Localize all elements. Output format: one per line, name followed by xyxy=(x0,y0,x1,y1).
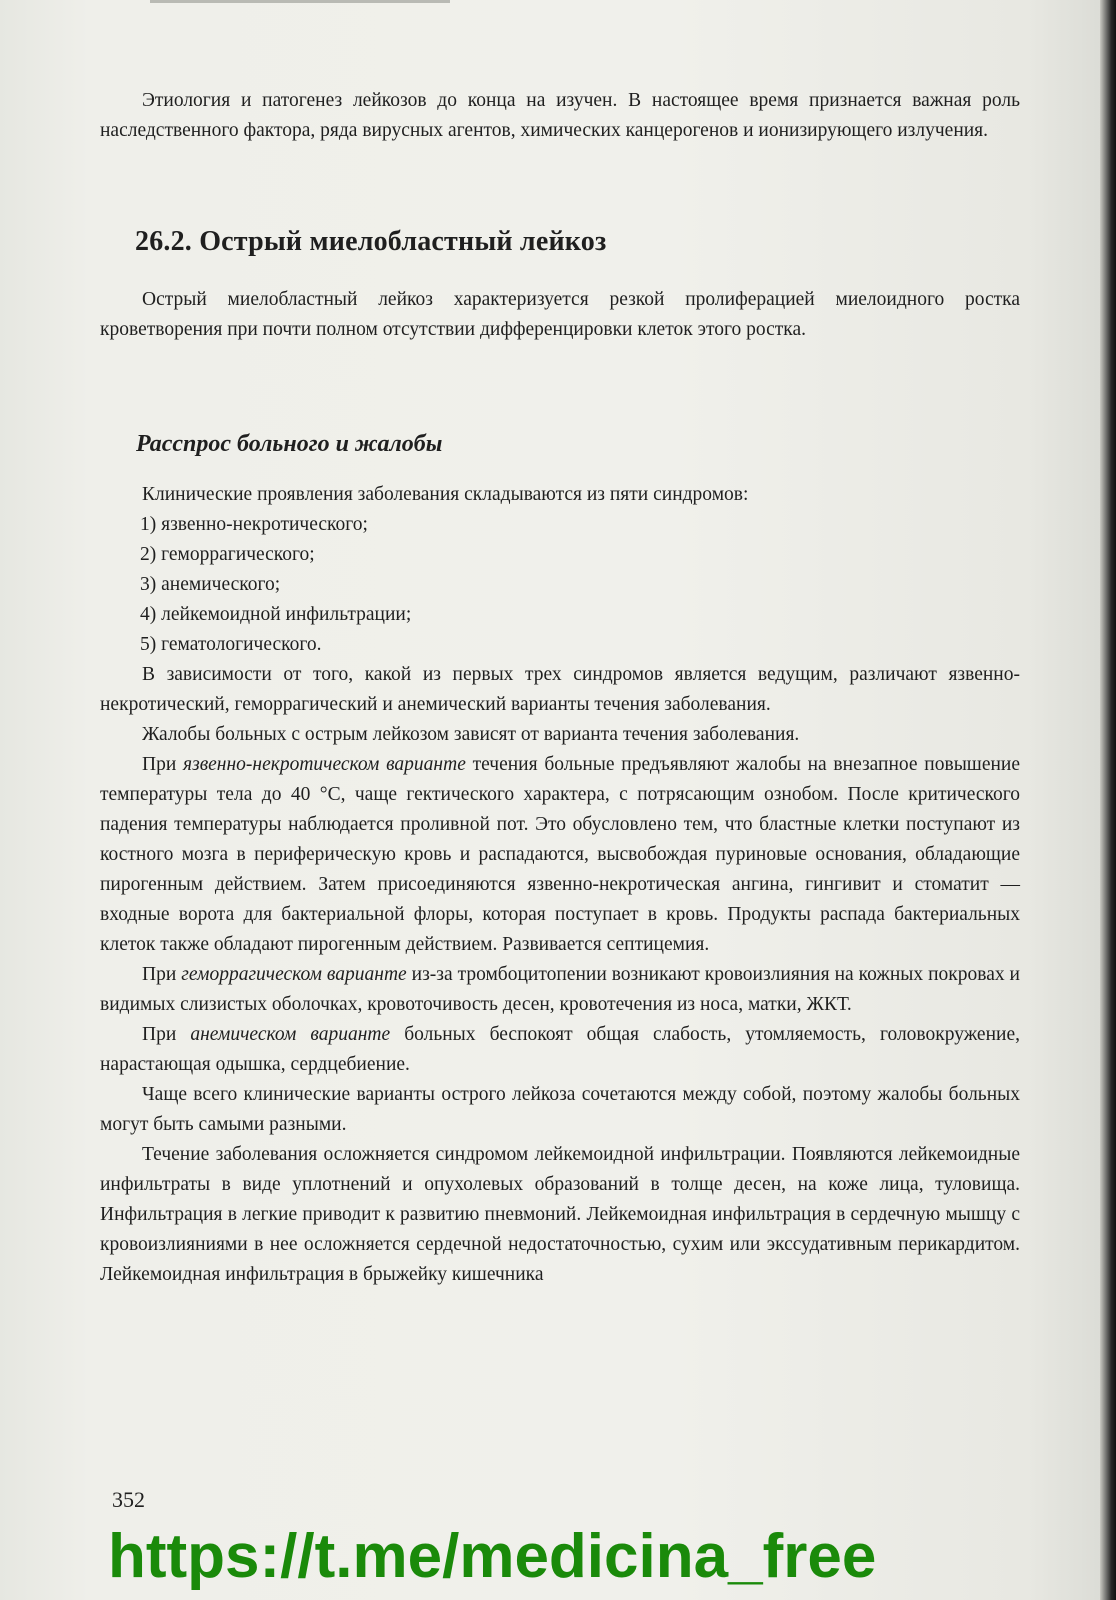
section-intro-paragraph: Острый миелобластный лейкоз характеризуется резкой пролиферацией миелоидного ростка кроветворения при почти полном отсутствии дифференцировки клеток этого ростка. xyxy=(100,289,1020,340)
necrotic-text: течения больные предъявляют жалобы на внезапное повышение температуры тела до 40 °С, чаще гектического характера, с потрясающим ознобом. После критического падения температуры наблюдается проливной пот. Это обусловлено тем, что бластные клетки поступают из костного мозга в периферическую кровь и распадаются, высвобождая пуриновые основания, обладающие пирогенным действием. Затем присоединяются язвенно-некротическая ангина, гингивит и стоматит — входные ворота для бактериальной флоры, которая поступает в кровь. Продукты распада бактериальных клеток также обладают пирогенным действием. Развивается септицемия. xyxy=(100,754,1020,955)
intro-block xyxy=(100,86,1020,146)
syndrome-item: 5) гематологического. xyxy=(140,634,322,655)
section-intro-block xyxy=(100,285,1020,345)
anemic-text: больных беспокоят общая слабость, утомляемость, головокружение, нарастающая одышка, сердцебиение. xyxy=(100,1024,1020,1075)
syndromes-intro: Клинические проявления заболевания складываются из пяти синдромов: xyxy=(142,484,749,505)
top-edge-line xyxy=(150,0,450,3)
section-title: 26.2. Острый миелобластный лейкоз xyxy=(135,226,607,257)
hemorrhagic-text: из-за тромбоцитопении возникают кровоизлияния на кожных покровах и видимых слизистых оболочках, кровоточивость десен, кровотечения из носа, матки, ЖКТ. xyxy=(100,964,1020,1015)
syndrome-item: 4) лейкемоидной инфильтрации; xyxy=(140,604,412,625)
necrotic-variant-paragraph xyxy=(100,750,1020,960)
syndrome-item: 3) анемического; xyxy=(140,574,281,595)
book-spine-shadow xyxy=(1100,0,1116,1600)
combined-paragraph: Чаще всего клинические варианты острого лейкоза сочетаются между собой, поэтому жалобы больных могут быть самыми разными. xyxy=(100,1084,1020,1135)
intro-paragraph: Этиология и патогенез лейкозов до конца на изучен. В настоящее время признается важная роль наследственного фактора, ряда вирусных агентов, химических канцерогенов и ионизирующего излучения. xyxy=(100,90,1020,141)
hemorrhagic-term: геморрагическом варианте xyxy=(181,964,407,985)
complaints-paragraph: Жалобы больных с острым лейкозом зависят от варианта течения заболевания. xyxy=(142,724,800,745)
variants-paragraph: В зависимости от того, какой из первых трех синдромов является ведущим, различают язвенно-некротический, геморрагический и анемический варианты течения заболевания. xyxy=(100,664,1020,715)
hemorrhagic-lead: При xyxy=(142,964,182,985)
hemorrhagic-variant-paragraph xyxy=(100,960,1020,1020)
main-text-block xyxy=(100,480,1020,1290)
telegram-link[interactable]: https://t.me/medicina_free xyxy=(108,1522,877,1591)
syndromes-list xyxy=(100,510,1020,660)
anemic-variant-paragraph xyxy=(100,1020,1020,1080)
anemic-term: анемическом варианте xyxy=(190,1024,391,1045)
syndrome-item: 1) язвенно-некротического; xyxy=(140,514,368,535)
subsection-title: Расспрос больного и жалобы xyxy=(136,431,443,457)
syndrome-item: 2) геморрагического; xyxy=(140,544,315,565)
necrotic-term: язвенно-некротическом варианте xyxy=(183,754,466,775)
page-number: 352 xyxy=(112,1487,145,1512)
anemic-lead: При xyxy=(142,1024,191,1045)
infiltration-paragraph: Течение заболевания осложняется синдромом лейкемоидной инфильтрации. Появляются лейкемоидные инфильтраты в виде уплотнений и опухолевых образований в толще десен, на коже лица, туловища. Инфильтрация в легкие приводит к развитию пневмоний. Лейкемоидная инфильтрация в сердечную мышцу с кровоизлияниями в нее осложняется сердечной недостаточностью, сухим или экссудативным перикардитом. Лейкемоидная инфильтрация в брыжейку кишечника xyxy=(100,1144,1020,1285)
necrotic-lead: При xyxy=(142,754,184,775)
